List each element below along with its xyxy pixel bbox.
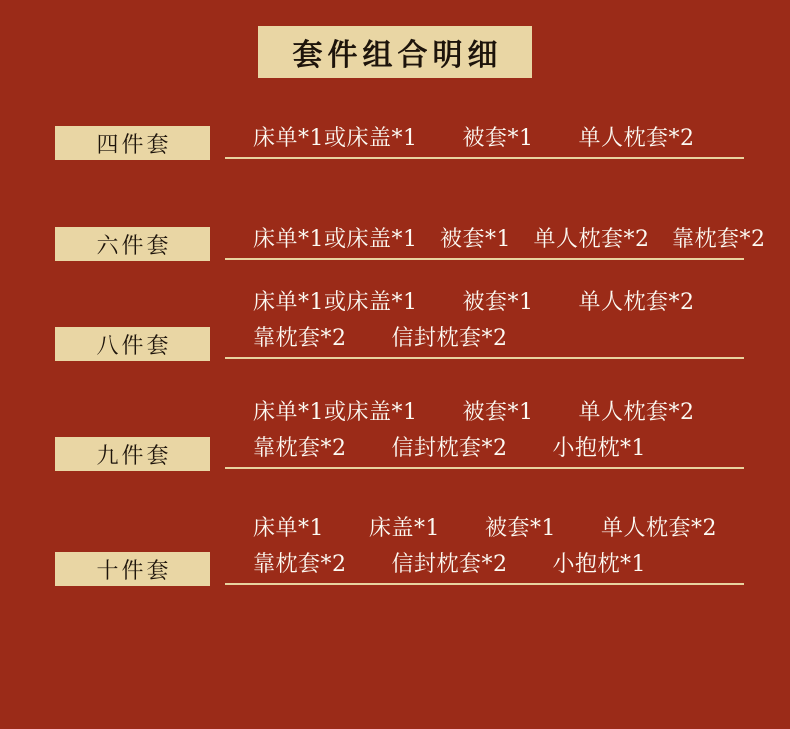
page-title: 套件组合明细 — [292, 38, 503, 73]
set-items-nine-piece — [225, 395, 744, 469]
set-label-ten-piece: 十件套 — [55, 552, 210, 586]
set-items-line: 靠枕套*2 信封枕套*2 — [253, 326, 508, 351]
set-items-line: 床单*1或床盖*1 被套*1 单人枕套*2 — [253, 290, 695, 315]
set-items-four-piece — [225, 121, 744, 159]
set-items-six-piece — [225, 222, 766, 260]
set-items-line: 靠枕套*2 信封枕套*2 小抱枕*1 — [253, 552, 646, 577]
set-items-line: 床单*1 床盖*1 被套*1 单人枕套*2 — [253, 516, 717, 541]
page-title-panel — [258, 26, 532, 78]
set-items-line: 床单*1或床盖*1 被套*1 单人枕套*2 — [253, 400, 695, 425]
set-items-ten-piece — [225, 511, 744, 585]
set-items-line: 靠枕套*2 信封枕套*2 小抱枕*1 — [253, 436, 646, 461]
set-label-eight-piece: 八件套 — [55, 327, 210, 361]
set-items-line: 床单*1或床盖*1 被套*1 单人枕套*2 靠枕套*2 — [253, 227, 766, 252]
set-items-line: 床单*1或床盖*1 被套*1 单人枕套*2 — [253, 126, 695, 151]
set-label-six-piece: 六件套 — [55, 227, 210, 261]
set-items-eight-piece — [225, 285, 744, 359]
set-label-four-piece: 四件套 — [55, 126, 210, 160]
set-label-nine-piece: 九件套 — [55, 437, 210, 471]
